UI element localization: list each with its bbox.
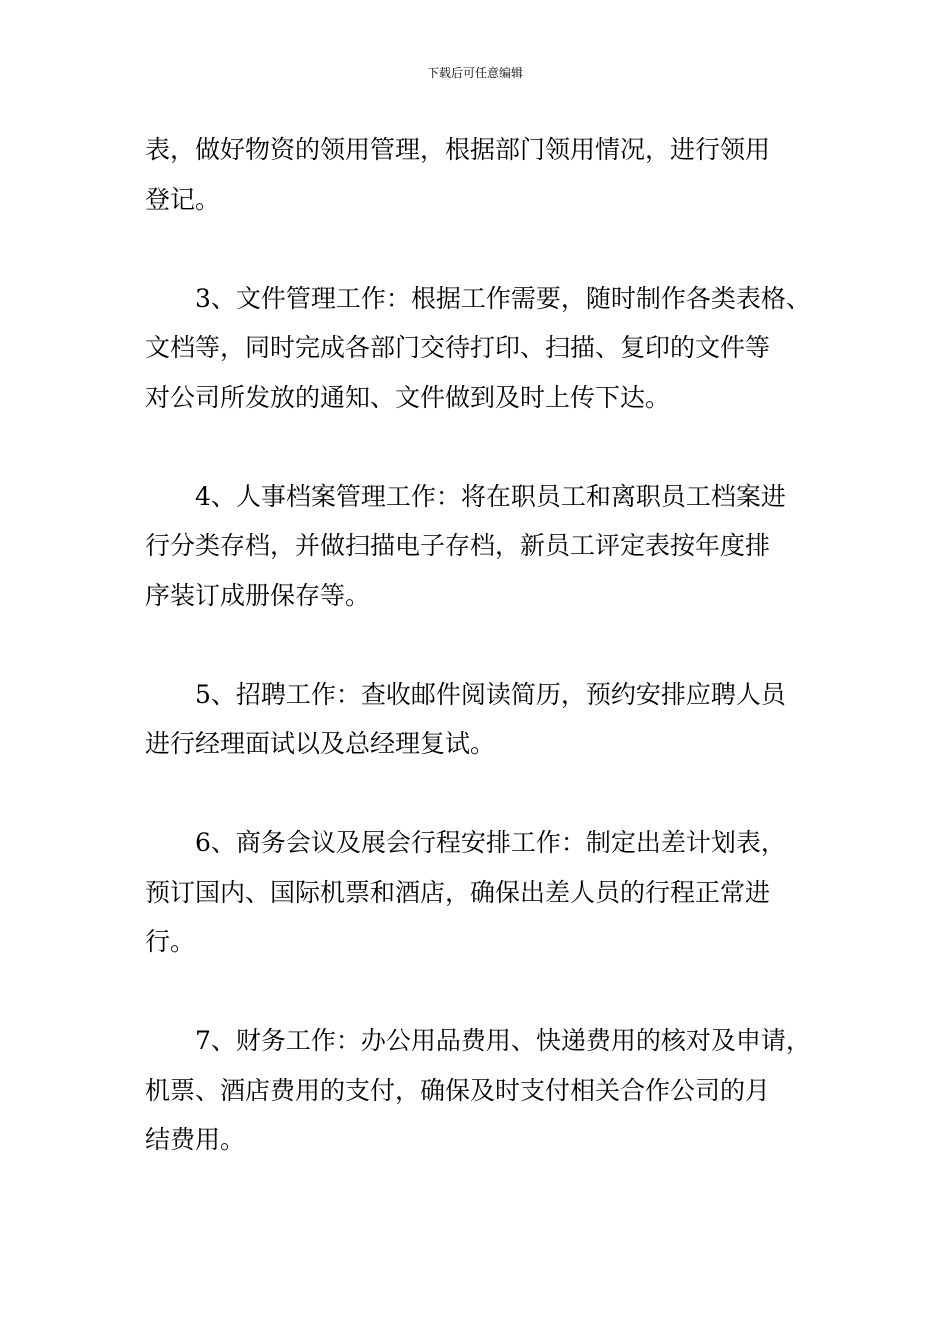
text-line: 行分类存档，并做扫描电子存档，新员工评定表按年度排: [145, 531, 771, 560]
text-line: 文档等，同时完成各部门交待打印、扫描、复印的文件等: [145, 333, 771, 362]
paragraph-recruitment: [145, 670, 835, 769]
text-line: 4、人事档案管理工作：将在职员工和离职员工档案进: [195, 481, 786, 511]
text-line: 5、招聘工作：查收邮件阅读简历，预约安排应聘人员: [195, 679, 786, 709]
paragraph-hr-archives: [145, 472, 835, 621]
text-line: 7、财务工作：办公用品费用、快递费用的核对及申请，: [195, 1026, 811, 1055]
text-line: 表，做好物资的领用管理，根据部门领用情况，进行领用: [145, 135, 771, 164]
page-header: 下载后可任意编辑: [426, 66, 523, 80]
text-line: 进行经理面试以及总经理复试。: [145, 729, 496, 758]
document-body: [145, 125, 835, 1214]
paragraph-file-management: [145, 274, 835, 423]
text-line: 预订国内、国际机票和酒店，确保出差人员的行程正常进: [145, 877, 771, 907]
text-line: 行。: [145, 927, 196, 956]
paragraph-supplies: [145, 125, 835, 224]
paragraph-finance: [145, 1016, 835, 1165]
text-line: 3、文件管理工作：根据工作需要，随时制作各类表格、: [195, 283, 811, 313]
text-line: 登记。: [145, 184, 221, 214]
text-line: 对公司所发放的通知、文件做到及时上传下达。: [145, 382, 671, 412]
text-line: 结费用。: [145, 1125, 246, 1154]
text-line: 序装订成册保存等。: [145, 580, 371, 610]
text-line: 6、商务会议及展会行程安排工作：制定出差计划表，: [195, 828, 786, 857]
paragraph-business-travel: [145, 818, 835, 967]
text-line: 机票、酒店费用的支付，确保及时支付相关合作公司的月: [145, 1075, 771, 1105]
